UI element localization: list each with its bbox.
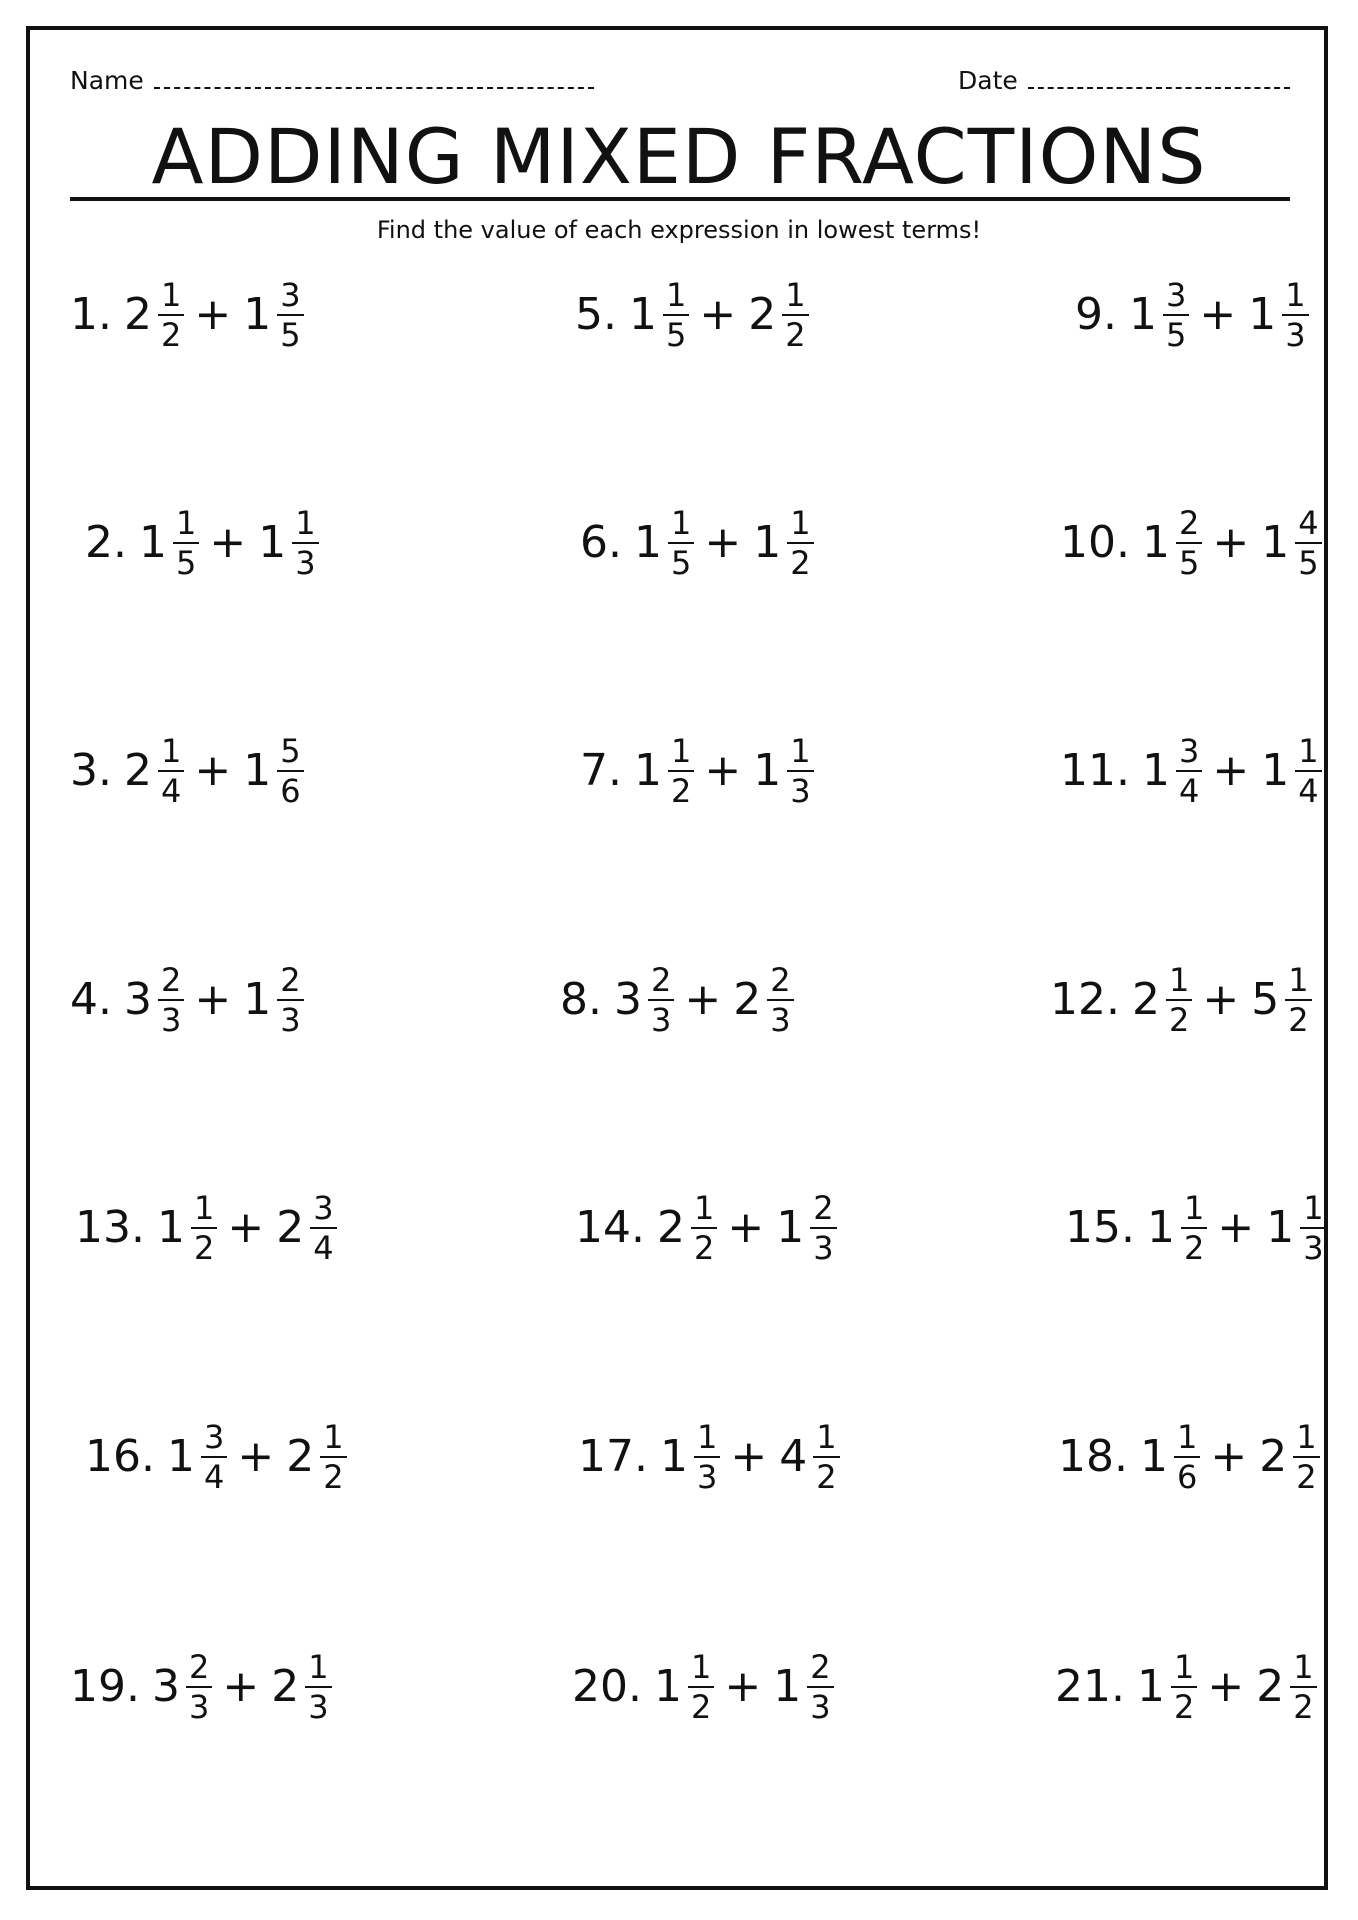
first-fraction xyxy=(158,961,184,1039)
name-row xyxy=(70,66,594,95)
first-denominator: 2 xyxy=(1168,1001,1190,1039)
first-whole-number: 2 xyxy=(1131,974,1160,1025)
problem-number: 6. xyxy=(580,517,622,568)
first-numerator: 2 xyxy=(160,961,182,999)
first-whole-number: 1 xyxy=(156,1202,185,1253)
first-denominator: 2 xyxy=(693,1229,715,1267)
problem-5 xyxy=(575,276,813,354)
first-numerator: 3 xyxy=(203,1418,225,1456)
second-denominator: 2 xyxy=(790,544,811,582)
problem-number: 18. xyxy=(1058,1431,1128,1482)
second-denominator: 3 xyxy=(813,1229,834,1267)
second-denominator: 2 xyxy=(1296,1458,1317,1496)
second-numerator: 2 xyxy=(810,1648,831,1686)
problem-19 xyxy=(70,1648,336,1726)
first-whole-number: 1 xyxy=(633,745,662,796)
plus-sign: + xyxy=(1212,517,1250,568)
first-whole-number: 1 xyxy=(1128,289,1157,340)
second-fraction xyxy=(787,504,813,582)
second-denominator: 3 xyxy=(295,544,316,582)
second-denominator: 2 xyxy=(785,316,806,354)
second-numerator: 2 xyxy=(280,961,301,999)
second-numerator: 1 xyxy=(1285,276,1306,314)
second-denominator: 3 xyxy=(1285,316,1306,354)
second-numerator: 1 xyxy=(1293,1648,1314,1686)
plus-sign: + xyxy=(222,1661,260,1712)
first-numerator: 1 xyxy=(690,1648,712,1686)
second-denominator: 3 xyxy=(1303,1229,1324,1267)
second-whole-number: 1 xyxy=(1261,517,1290,568)
first-numerator: 2 xyxy=(1178,504,1200,542)
second-fraction xyxy=(1293,1418,1319,1496)
first-fraction xyxy=(668,732,694,810)
first-denominator: 5 xyxy=(670,544,692,582)
second-denominator: 4 xyxy=(313,1229,334,1267)
first-fraction xyxy=(1176,732,1202,810)
plus-sign: + xyxy=(1202,974,1240,1025)
second-fraction xyxy=(813,1418,839,1496)
first-denominator: 5 xyxy=(1178,544,1200,582)
first-denominator: 2 xyxy=(690,1688,712,1726)
first-numerator: 2 xyxy=(188,1648,210,1686)
problem-number: 3. xyxy=(70,745,112,796)
second-denominator: 5 xyxy=(1298,544,1319,582)
problem-18 xyxy=(1058,1418,1324,1496)
problem-9 xyxy=(1075,276,1313,354)
instructions-text: Find the value of each expression in lowest terms! xyxy=(376,216,982,244)
problem-number: 11. xyxy=(1060,745,1130,796)
plus-sign: + xyxy=(194,974,232,1025)
first-fraction xyxy=(688,1648,714,1726)
problem-10 xyxy=(1060,504,1326,582)
plus-sign: + xyxy=(1199,289,1237,340)
second-fraction xyxy=(810,1189,836,1267)
second-fraction xyxy=(320,1418,346,1496)
second-numerator: 1 xyxy=(785,276,806,314)
plus-sign: + xyxy=(194,289,232,340)
plus-sign: + xyxy=(684,974,722,1025)
second-whole-number: 2 xyxy=(733,974,762,1025)
problem-number: 1. xyxy=(70,289,112,340)
second-denominator: 3 xyxy=(790,772,811,810)
second-fraction xyxy=(310,1189,336,1267)
title-underline xyxy=(70,197,1290,201)
problem-number: 10. xyxy=(1060,517,1130,568)
second-fraction xyxy=(1282,276,1308,354)
first-numerator: 1 xyxy=(665,276,687,314)
first-numerator: 1 xyxy=(670,732,692,770)
first-fraction xyxy=(158,732,184,810)
problem-11 xyxy=(1060,732,1326,810)
first-whole-number: 3 xyxy=(613,974,642,1025)
second-fraction xyxy=(277,276,303,354)
first-numerator: 1 xyxy=(693,1189,715,1227)
first-fraction xyxy=(648,961,674,1039)
first-whole-number: 1 xyxy=(1139,1431,1168,1482)
first-numerator: 1 xyxy=(1168,961,1190,999)
plus-sign: + xyxy=(1212,745,1250,796)
problem-number: 2. xyxy=(85,517,127,568)
first-whole-number: 1 xyxy=(166,1431,195,1482)
second-whole-number: 2 xyxy=(1256,1661,1285,1712)
first-whole-number: 3 xyxy=(123,974,152,1025)
second-denominator: 4 xyxy=(1298,772,1319,810)
problem-number: 20. xyxy=(572,1661,642,1712)
problem-number: 14. xyxy=(575,1202,645,1253)
second-fraction xyxy=(1285,961,1311,1039)
worksheet-title: ADDING MIXED FRACTIONS xyxy=(151,112,1207,201)
second-fraction xyxy=(1295,732,1321,810)
second-fraction xyxy=(787,732,813,810)
first-numerator: 1 xyxy=(193,1189,215,1227)
problem-number: 8. xyxy=(560,974,602,1025)
problem-number: 5. xyxy=(575,289,617,340)
plus-sign: + xyxy=(227,1202,265,1253)
second-numerator: 1 xyxy=(1298,732,1319,770)
name-blank-line[interactable] xyxy=(154,87,594,89)
problem-21 xyxy=(1055,1648,1321,1726)
first-denominator: 6 xyxy=(1176,1458,1198,1496)
first-whole-number: 1 xyxy=(1141,517,1170,568)
first-whole-number: 1 xyxy=(1136,1661,1165,1712)
first-whole-number: 1 xyxy=(653,1661,682,1712)
second-fraction xyxy=(1295,504,1321,582)
second-numerator: 1 xyxy=(1296,1418,1317,1456)
first-numerator: 1 xyxy=(160,276,182,314)
first-numerator: 1 xyxy=(1176,1418,1198,1456)
second-whole-number: 1 xyxy=(1261,745,1290,796)
first-numerator: 1 xyxy=(1183,1189,1205,1227)
problem-13 xyxy=(75,1189,341,1267)
first-numerator: 3 xyxy=(1165,276,1187,314)
second-whole-number: 2 xyxy=(748,289,777,340)
second-fraction xyxy=(277,961,303,1039)
second-numerator: 1 xyxy=(323,1418,344,1456)
date-row xyxy=(958,66,1290,95)
plus-sign: + xyxy=(1217,1202,1255,1253)
second-whole-number: 2 xyxy=(276,1202,305,1253)
problem-20 xyxy=(572,1648,838,1726)
first-numerator: 1 xyxy=(670,504,692,542)
problem-number: 19. xyxy=(70,1661,140,1712)
second-fraction xyxy=(292,504,318,582)
second-whole-number: 5 xyxy=(1251,974,1280,1025)
problem-number: 12. xyxy=(1050,974,1120,1025)
second-numerator: 2 xyxy=(813,1189,834,1227)
first-fraction xyxy=(1166,961,1192,1039)
first-denominator: 4 xyxy=(1178,772,1200,810)
first-fraction xyxy=(1181,1189,1207,1267)
problem-14 xyxy=(575,1189,841,1267)
second-numerator: 1 xyxy=(790,504,811,542)
second-denominator: 6 xyxy=(280,772,301,810)
first-numerator: 1 xyxy=(1173,1648,1195,1686)
problem-number: 21. xyxy=(1055,1661,1125,1712)
second-fraction xyxy=(305,1648,331,1726)
first-numerator: 1 xyxy=(696,1418,718,1456)
second-whole-number: 1 xyxy=(1266,1202,1295,1253)
second-numerator: 1 xyxy=(816,1418,837,1456)
first-denominator: 4 xyxy=(160,772,182,810)
first-denominator: 2 xyxy=(670,772,692,810)
second-fraction xyxy=(1300,1189,1326,1267)
problem-number: 4. xyxy=(70,974,112,1025)
second-whole-number: 2 xyxy=(1259,1431,1288,1482)
second-fraction xyxy=(277,732,303,810)
problem-number: 9. xyxy=(1075,289,1117,340)
second-denominator: 2 xyxy=(323,1458,344,1496)
plus-sign: + xyxy=(724,1661,762,1712)
first-denominator: 3 xyxy=(188,1688,210,1726)
first-fraction xyxy=(173,504,199,582)
plus-sign: + xyxy=(699,289,737,340)
plus-sign: + xyxy=(237,1431,275,1482)
first-whole-number: 1 xyxy=(628,289,657,340)
second-numerator: 4 xyxy=(1298,504,1319,542)
second-whole-number: 1 xyxy=(773,1661,802,1712)
first-fraction xyxy=(158,276,184,354)
second-whole-number: 1 xyxy=(243,745,272,796)
second-denominator: 2 xyxy=(1288,1001,1309,1039)
problem-number: 13. xyxy=(75,1202,145,1253)
first-whole-number: 1 xyxy=(1141,745,1170,796)
first-fraction xyxy=(691,1189,717,1267)
second-fraction xyxy=(807,1648,833,1726)
second-numerator: 2 xyxy=(770,961,791,999)
plus-sign: + xyxy=(194,745,232,796)
second-denominator: 3 xyxy=(770,1001,791,1039)
plus-sign: + xyxy=(1207,1661,1245,1712)
second-numerator: 1 xyxy=(308,1648,329,1686)
first-fraction xyxy=(1163,276,1189,354)
problem-number: 7. xyxy=(580,745,622,796)
second-denominator: 3 xyxy=(810,1688,831,1726)
second-whole-number: 1 xyxy=(258,517,287,568)
second-whole-number: 1 xyxy=(753,517,782,568)
plus-sign: + xyxy=(704,745,742,796)
second-numerator: 3 xyxy=(313,1189,334,1227)
first-fraction xyxy=(201,1418,227,1496)
date-blank-line[interactable] xyxy=(1028,87,1290,89)
first-denominator: 2 xyxy=(160,316,182,354)
second-numerator: 1 xyxy=(1288,961,1309,999)
second-numerator: 1 xyxy=(295,504,316,542)
second-fraction xyxy=(782,276,808,354)
second-whole-number: 2 xyxy=(271,1661,300,1712)
first-fraction xyxy=(186,1648,212,1726)
first-denominator: 3 xyxy=(696,1458,718,1496)
first-denominator: 3 xyxy=(160,1001,182,1039)
problem-12 xyxy=(1050,961,1316,1039)
second-whole-number: 1 xyxy=(753,745,782,796)
first-whole-number: 2 xyxy=(123,745,152,796)
first-fraction xyxy=(1176,504,1202,582)
first-fraction xyxy=(694,1418,720,1496)
first-whole-number: 1 xyxy=(1146,1202,1175,1253)
first-denominator: 2 xyxy=(1173,1688,1195,1726)
date-label: Date xyxy=(958,66,1018,95)
problem-16 xyxy=(85,1418,351,1496)
second-whole-number: 1 xyxy=(776,1202,805,1253)
second-denominator: 5 xyxy=(280,316,301,354)
second-numerator: 1 xyxy=(1303,1189,1324,1227)
problem-3 xyxy=(70,732,308,810)
second-denominator: 3 xyxy=(280,1001,301,1039)
second-numerator: 5 xyxy=(280,732,301,770)
first-numerator: 1 xyxy=(160,732,182,770)
first-fraction xyxy=(663,276,689,354)
first-denominator: 3 xyxy=(650,1001,672,1039)
name-label: Name xyxy=(70,66,144,95)
second-fraction xyxy=(1290,1648,1316,1726)
second-denominator: 2 xyxy=(816,1458,837,1496)
first-numerator: 3 xyxy=(1178,732,1200,770)
plus-sign: + xyxy=(730,1431,768,1482)
second-whole-number: 4 xyxy=(779,1431,808,1482)
second-fraction xyxy=(767,961,793,1039)
problem-number: 17. xyxy=(578,1431,648,1482)
first-numerator: 2 xyxy=(650,961,672,999)
first-numerator: 1 xyxy=(175,504,197,542)
plus-sign: + xyxy=(209,517,247,568)
problem-7 xyxy=(580,732,818,810)
first-denominator: 5 xyxy=(665,316,687,354)
first-fraction xyxy=(191,1189,217,1267)
first-whole-number: 2 xyxy=(656,1202,685,1253)
problem-8 xyxy=(560,961,798,1039)
second-whole-number: 1 xyxy=(1248,289,1277,340)
first-fraction xyxy=(1174,1418,1200,1496)
problem-15 xyxy=(1065,1189,1331,1267)
second-whole-number: 1 xyxy=(243,289,272,340)
problem-number: 16. xyxy=(85,1431,155,1482)
second-numerator: 3 xyxy=(280,276,301,314)
first-fraction xyxy=(668,504,694,582)
problem-6 xyxy=(580,504,818,582)
first-fraction xyxy=(1171,1648,1197,1726)
first-whole-number: 2 xyxy=(123,289,152,340)
first-whole-number: 1 xyxy=(633,517,662,568)
plus-sign: + xyxy=(704,517,742,568)
second-denominator: 3 xyxy=(308,1688,329,1726)
problem-4 xyxy=(70,961,308,1039)
problem-17 xyxy=(578,1418,844,1496)
first-whole-number: 1 xyxy=(659,1431,688,1482)
first-whole-number: 1 xyxy=(138,517,167,568)
second-denominator: 2 xyxy=(1293,1688,1314,1726)
problem-2 xyxy=(85,504,323,582)
second-numerator: 1 xyxy=(790,732,811,770)
plus-sign: + xyxy=(1210,1431,1248,1482)
first-denominator: 4 xyxy=(203,1458,225,1496)
first-denominator: 5 xyxy=(1165,316,1187,354)
problem-number: 15. xyxy=(1065,1202,1135,1253)
problem-1 xyxy=(70,276,308,354)
second-whole-number: 1 xyxy=(243,974,272,1025)
first-denominator: 2 xyxy=(1183,1229,1205,1267)
second-whole-number: 2 xyxy=(286,1431,315,1482)
first-denominator: 5 xyxy=(175,544,197,582)
first-whole-number: 3 xyxy=(151,1661,180,1712)
first-denominator: 2 xyxy=(193,1229,215,1267)
plus-sign: + xyxy=(727,1202,765,1253)
